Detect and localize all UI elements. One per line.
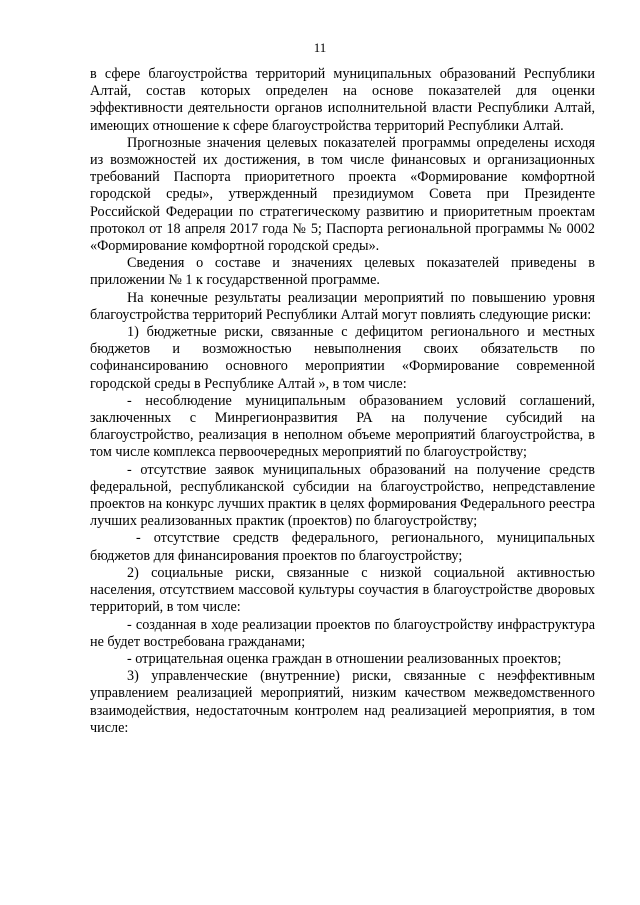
paragraph-budget-risk-item-3: - отсутствие средств федерального, регионального, муниципальных бюджетов для финансирования проектов по благоустройству; [90,530,595,564]
paragraph-management-risks: 3) управленческие (внутренние) риски, связанные с неэффективным управлением реализацией мероприятий, низким качеством межведомственного взаимодействия, недостаточным контролем над реализацией мероприятия, в том числе: [90,668,595,736]
paragraph-social-risk-item-2: - отрицательная оценка граждан в отношении реализованных проектов; [127,650,562,667]
document-body [90,66,595,737]
paragraph-social-risk-item-1: - созданная в ходе реализации проектов по благоустройству инфраструктура не будет востребована гражданами; [90,616,595,650]
page-number: 11 [313,40,327,55]
paragraph-budget-risk-item-2: - отсутствие заявок муниципальных образований на получение средств федеральной, республиканской субсидии на благоустройство, непредставление проектов на конкурс лучших практик в целях формирования Федерального реестра лучших реализованных практик (проектов) по благоустройству; [90,461,595,530]
paragraph-budget-risks: 1) бюджетные риски, связанные с дефицитом регионального и местных бюджетов и возможностью невыполнения своих обязательств по софинансированию основного мероприятии «Формирование современной городской среды в Республике Алтай », в том числе: [90,324,595,392]
paragraph-social-risks: 2) социальные риски, связанные с низкой социальной активностью населения, отсутствием массовой культуры соучастия в благоустройстве дворовых территорий, в том числе: [90,564,595,616]
paragraph-indicators-info: Сведения о составе и значениях целевых показателей приведены в приложении № 1 к государственной программе. [90,255,595,289]
paragraph-risks-intro: На конечные результаты реализации мероприятий по повышению уровня благоустройства территорий Республики Алтай могут повлиять следующие риски: [90,289,595,323]
paragraph-forecast-values: Прогнозные значения целевых показателей программы определены исходя из возможностей их достижения, в том числе финансовых и организационных требований Паспорта приоритетного проекта «Формирование комфортной городской среды», утвержденный президиумом Совета при Президенте Российской Федерации по стратегическому развитию и приоритетным проектам протокол от 18 апреля 2017 года № 5; Паспорта региональной программы № 0002 «Формирование комфортной городской среды». [90,134,595,255]
paragraph-intro-continuation: в сфере благоустройства территорий муниципальных образований Республики Алтай, состав которых определен на основе показателей для оценки эффективности деятельности органов исполнительной власти Республики Алтай, имеющих отношение к сфере благоустройства территорий Республики Алтай. [90,66,595,134]
paragraph-budget-risk-item-1: - несоблюдение муниципальным образованием условий соглашений, заключенных с Минрегионразвития РА на получение субсидий на благоустройство, реализация в неполном объеме мероприятий благоустройства, в том числе комплекса первоочередных мероприятий по благоустройству; [90,392,595,461]
